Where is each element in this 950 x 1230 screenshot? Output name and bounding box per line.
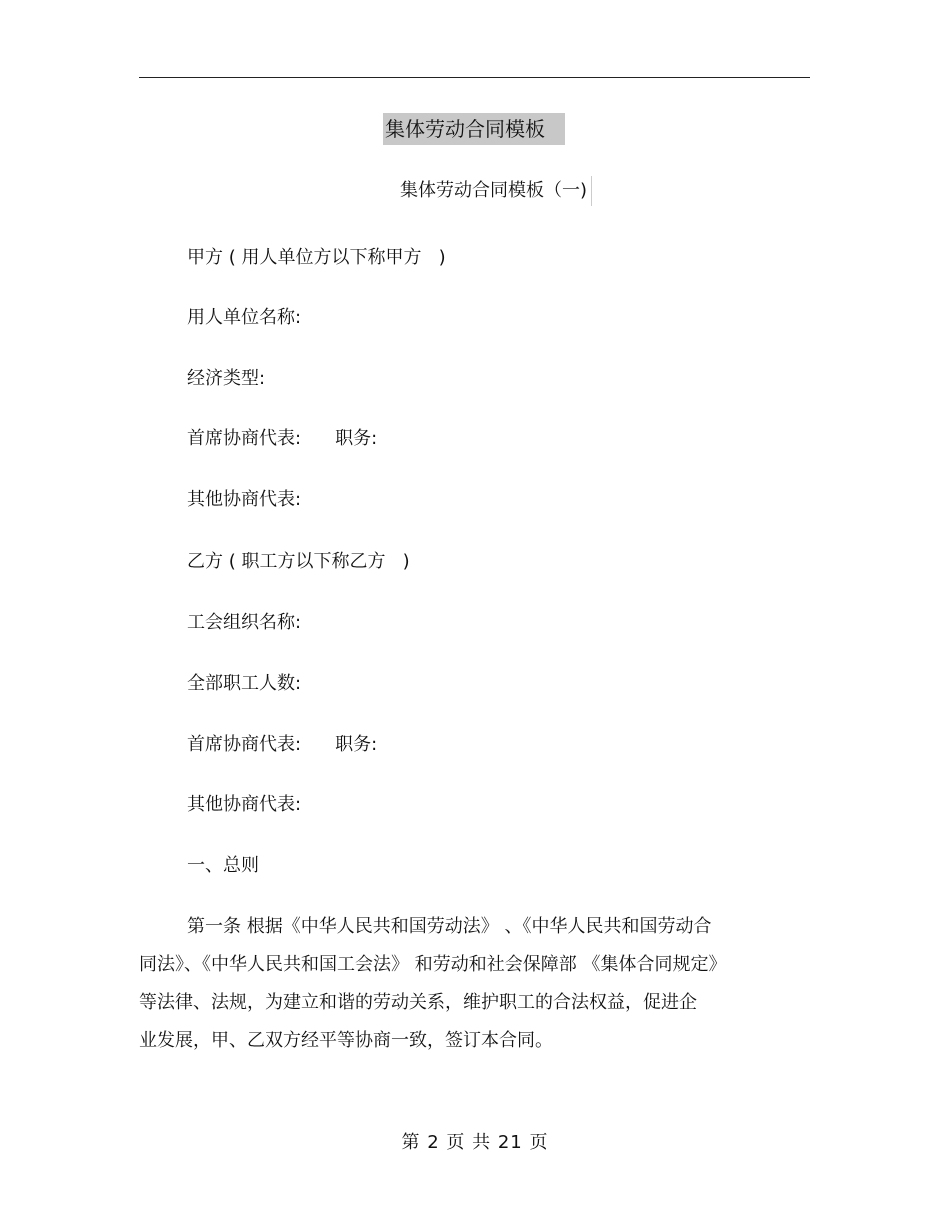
article-1-line: 第一条 根据《中华人民共和国劳动法》 、《中华人民共和国劳动合 bbox=[187, 916, 712, 937]
party-a-other-reps-label: 其他协商代表: bbox=[187, 489, 302, 510]
section-1-heading: 一、总则 bbox=[187, 855, 259, 876]
document-title bbox=[0, 113, 949, 145]
party-a-position-label: 职务: bbox=[335, 428, 378, 449]
article-1-line: 业发展，甲、乙双方经平等协商一致，签订本合同。 bbox=[139, 1030, 553, 1051]
article-1-line: 同法》、《中华人民共和国工会法》 和劳动和社会保障部 《集体合同规定》 bbox=[139, 954, 727, 975]
party-b-other-reps-label: 其他协商代表: bbox=[187, 794, 302, 815]
article-1-line: 等法律、法规，为建立和谐的劳动关系，维护职工的合法权益，促进企 bbox=[139, 992, 697, 1013]
article-1-paragraph bbox=[139, 908, 819, 1060]
party-a-unit-name-label: 用人单位名称: bbox=[187, 307, 302, 328]
party-b-union-name-label: 工会组织名称: bbox=[187, 612, 302, 633]
document-subtitle-text: 集体劳动合同模板（一) bbox=[396, 176, 592, 206]
document-subtitle bbox=[0, 176, 950, 206]
party-b-chief-rep-label: 首席协商代表: bbox=[187, 734, 302, 755]
document-title-text: 集体劳动合同模板 bbox=[383, 113, 565, 145]
party-b-chief-rep-row bbox=[187, 731, 377, 759]
party-b-total-staff-label: 全部职工人数: bbox=[187, 673, 302, 694]
party-a-header: 甲方 ( 用人单位方以下称甲方 ) bbox=[187, 247, 446, 268]
party-a-economic-type-label: 经济类型: bbox=[187, 368, 266, 389]
party-b-position-label: 职务: bbox=[335, 734, 378, 755]
header-rule bbox=[139, 77, 810, 78]
party-b-header: 乙方 ( 职工方以下称乙方 ) bbox=[187, 551, 410, 572]
party-a-chief-rep-row bbox=[187, 425, 377, 453]
party-a-chief-rep-label: 首席协商代表: bbox=[187, 428, 302, 449]
page-number-footer: 第 2 页 共 21 页 bbox=[401, 1132, 549, 1153]
